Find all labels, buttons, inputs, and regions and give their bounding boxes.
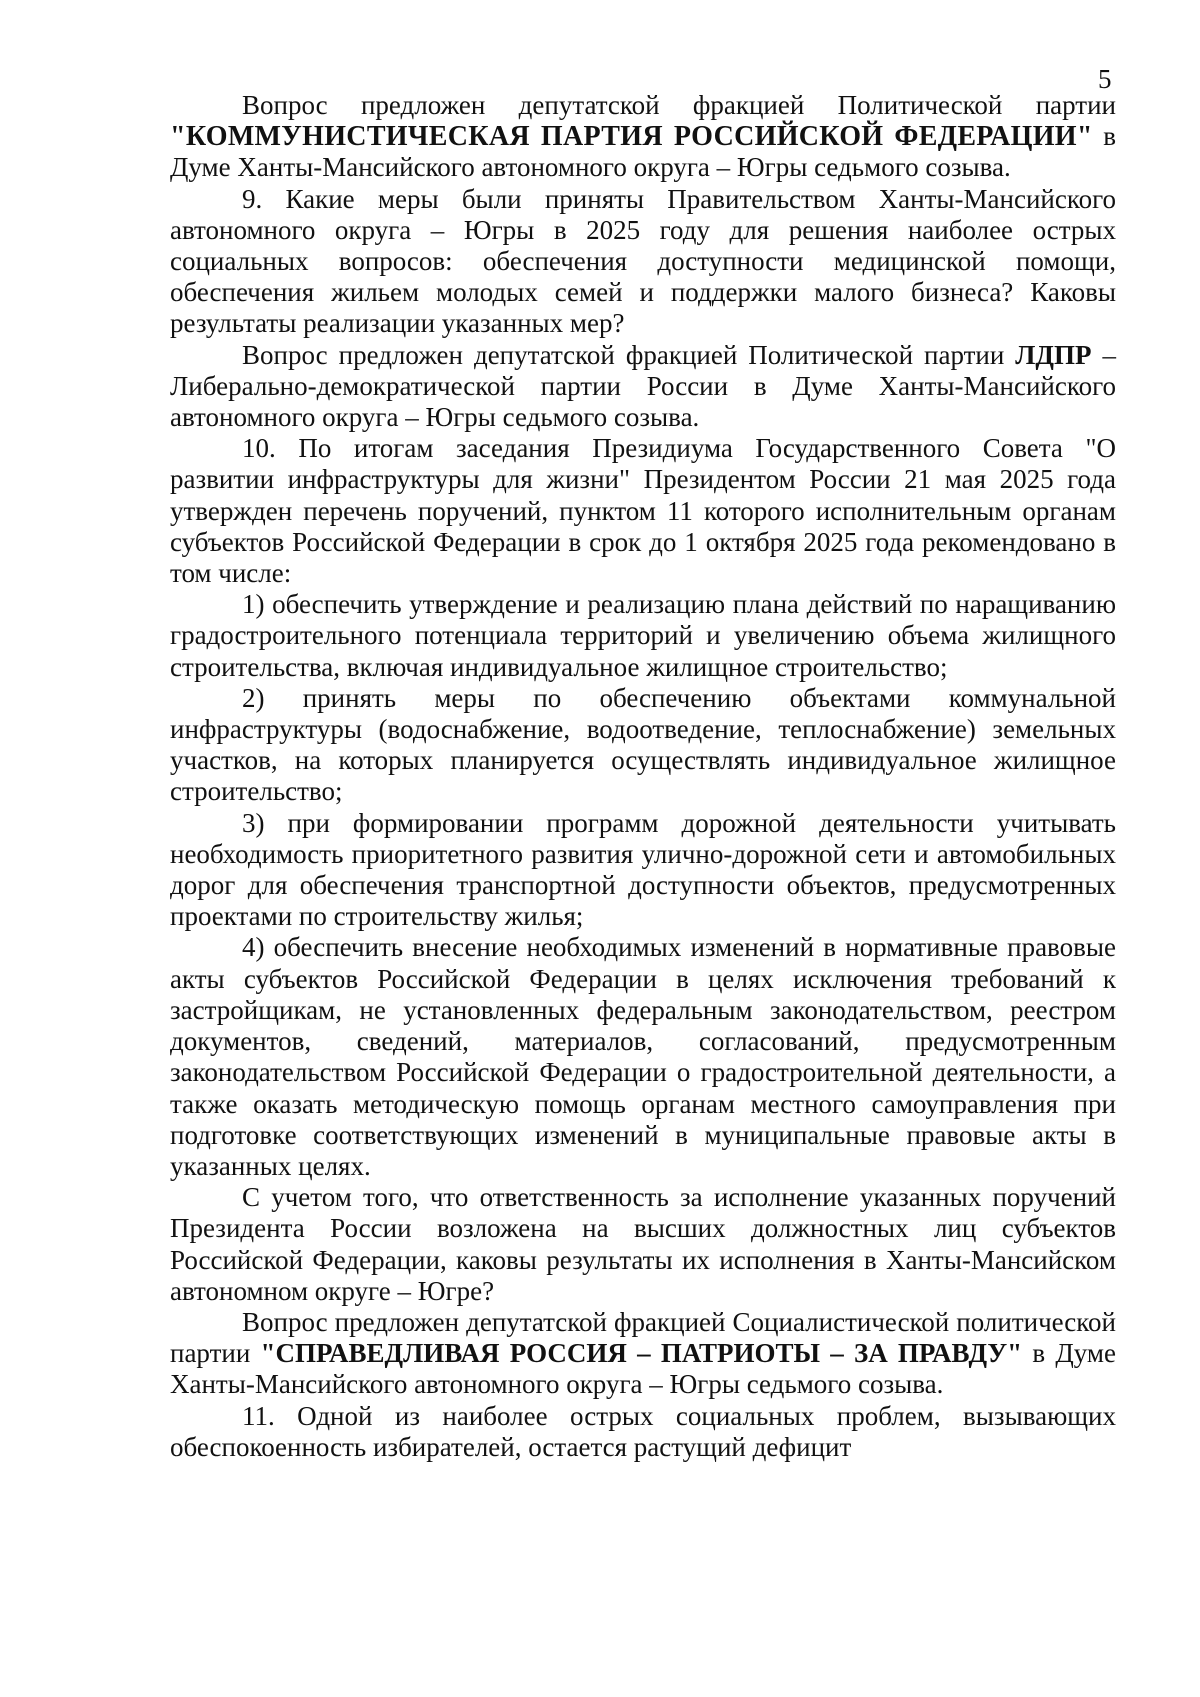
list-item-4: 4) обеспечить внесение необходимых изменений в нормативные правовые акты субъектов Российской Федерации в целях исключения требований к застройщикам, не установленных федеральным законодательством, реестром документов, сведений, материалов, согласований, предусмотренным законодательством Российской Федерации о градостроительной деятельности, а также оказать методическую помощь органам местного самоуправления при подготовке соответствующих изменений в муниципальные правовые акты в указанных целях. (170, 932, 1116, 1181)
party-name-ldpr: ЛДПР (1015, 339, 1092, 370)
question-10-conclusion: С учетом того, что ответственность за исполнение указанных поручений Президента России возложена на высших должностных лиц субъектов Российской Федерации, каковы результаты их исполнения в Ханты-Мансийском автономном округе – Югре? (170, 1182, 1116, 1306)
fraction-note-text: в Думе Ханты-Мансийского автономного округа – Югры седьмого созыва. (170, 121, 1117, 183)
list-item-3: 3) при формировании программ дорожной деятельности учитывать необходимость приоритетного развития улично-дорожной сети и автомобильных дорог для обеспечения транспортной доступности объектов, предусмотренных проектами по строительству жилья; (170, 807, 1116, 932)
fraction-note-text: Вопрос предложен депутатской фракцией Социалистической политической партии (170, 1306, 1116, 1369)
document-body (170, 90, 1116, 1463)
party-name-kprf: "КОММУНИСТИЧЕСКАЯ ПАРТИЯ РОССИЙСКОЙ ФЕДЕРАЦИИ" (170, 121, 1093, 153)
fraction-note-ldpr (170, 340, 1116, 434)
question-10: 10. По итогам заседания Президиума Государственного Совета "О развитии инфраструктуры для жизни" Президентом России 21 мая 2025 года утвержден перечень поручений, пунктом 11 которого исполнительным органам субъектов Российской Федерации в срок до 1 октября 2025 года рекомендовано в том числе: (170, 433, 1116, 589)
list-item-1: 1) обеспечить утверждение и реализацию плана действий по наращиванию градостроительного потенциала территорий и увеличению объема жилищного строительства, включая индивидуальное жилищное строительство; (170, 589, 1116, 682)
list-item-2: 2) принять меры по обеспечению объектами коммунальной инфраструктуры (водоснабжение, водоотведение, теплоснабжение) земельных участков, на которых планируется осуществлять индивидуальное жилищное строительство; (170, 682, 1116, 807)
fraction-note-text: Вопрос предложен депутатской фракцией Политической партии (242, 339, 1016, 370)
fraction-note-sr (170, 1307, 1116, 1401)
question-9: 9. Какие меры были приняты Правительством Ханты-Мансийского автономного округа – Югры в 2025 году для решения наиболее острых социальных вопросов: обеспечения доступности медицинской помощи, обеспечения жильем молодых семей и поддержки малого бизнеса? Каковы результаты реализации указанных мер? (170, 183, 1116, 339)
party-name-sr: "СПРАВЕДЛИВАЯ РОССИЯ – ПАТРИОТЫ – ЗА ПРАВДУ" (260, 1338, 1023, 1369)
fraction-note-text: – Либерально-демократической партии России в Думе Ханты-Мансийского автономного округа – Югры седьмого созыва. (170, 339, 1116, 433)
fraction-note-text: Вопрос предложен депутатской фракцией Политической партии (242, 90, 1116, 120)
fraction-note-kprf (170, 90, 1116, 184)
question-11: 11. Одной из наиболее острых социальных проблем, вызывающих обеспокоенность избирателей, остается растущий дефицит (170, 1400, 1116, 1462)
page-number: 5 (1098, 64, 1112, 94)
fraction-note-text: в Думе Ханты-Мансийского автономного округа – Югры седьмого созыва. (170, 1338, 1116, 1400)
